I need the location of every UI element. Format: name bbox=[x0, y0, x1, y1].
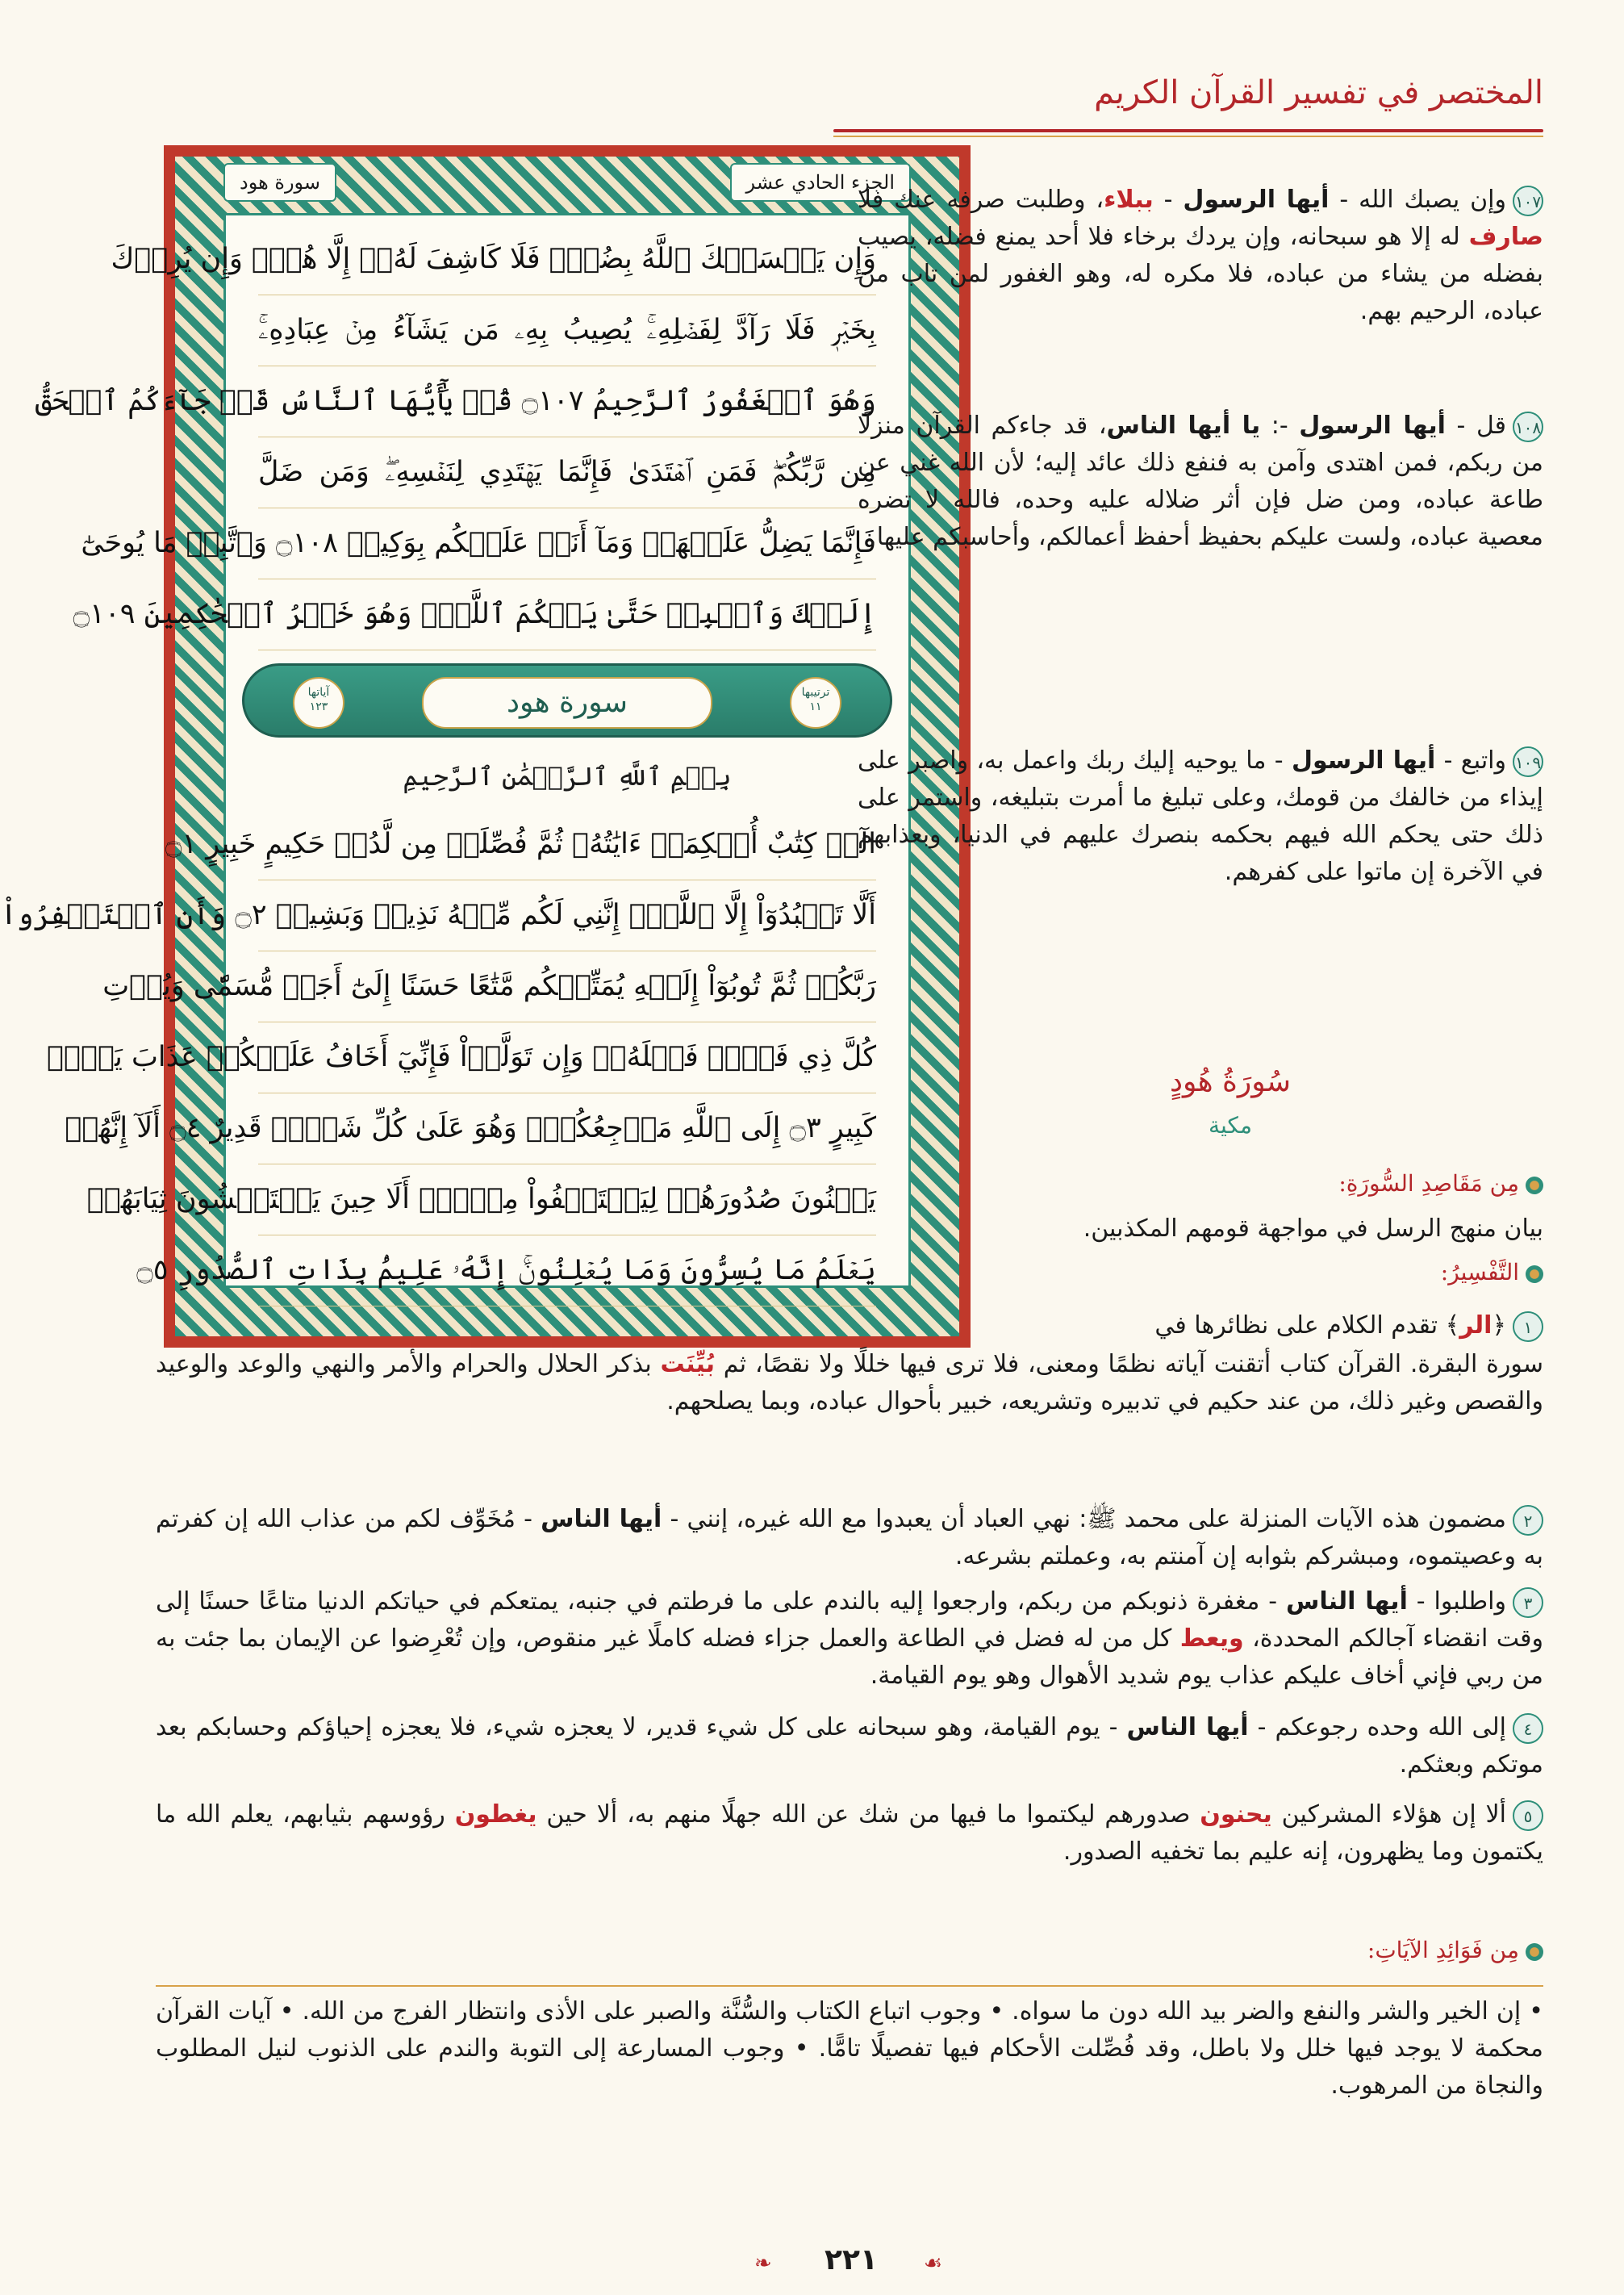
quran-line: وَهُوَ ٱلۡغَفُورُ ٱلرَّحِيمُ ۝١٠٧ قُلۡ يَٰٓأَيُّهَا ٱلنَّاسُ قَدۡ جَآءَكُمُ ٱلۡحَقُّ bbox=[258, 366, 876, 437]
quran-line: يَثۡنُونَ صُدُورَهُمۡ لِيَسۡتَخۡفُواْ مِنۡهُۚ أَلَا حِينَ يَسۡتَغۡشُونَ ثِيَابَهُمۡ bbox=[258, 1164, 876, 1235]
ornament-icon bbox=[1526, 1177, 1543, 1194]
header-divider bbox=[833, 129, 1543, 132]
verse-number: ٤ bbox=[1513, 1713, 1543, 1744]
quran-line: مِن رَّبِّكُمۡۖ فَمَنِ ٱهۡتَدَىٰ فَإِنَّمَا يَهۡتَدِي لِنَفۡسِهِۦۖ وَمَن ضَلَّ bbox=[258, 437, 876, 508]
benefits-heading bbox=[1367, 1937, 1543, 1963]
tafsir-bold: أيها الرسول bbox=[1299, 412, 1446, 440]
tafsir-verse-109 bbox=[858, 742, 1543, 891]
tafsir-verse-1-start bbox=[979, 1307, 1543, 1344]
tafsir-text: ، وطلبت صرفه عنك فلا bbox=[858, 186, 1104, 214]
tafsir-verse-3 bbox=[156, 1583, 1543, 1695]
tafsir-text: صدورهم ليكتموا ما فيها من شك عن الله جهلًا منهم به، ألا حين bbox=[536, 1800, 1200, 1829]
verse-number: ١٠٩ bbox=[1513, 746, 1543, 777]
surah-label: سورة هود bbox=[223, 163, 336, 202]
quran-line: رَبَّكُمۡ ثُمَّ تُوبُوٓاْ إِلَيۡهِ يُمَتِّعۡكُم مَّتَٰعًا حَسَنًا إِلَىٰٓ أَجَلٖ مُّسَمّٗى وَيُؤۡتِ bbox=[258, 951, 876, 1022]
ornament-icon bbox=[1526, 1265, 1543, 1283]
tafsir-text: بذكر الحلال والحرام والأمر والنهي والوعد والوعيد والقصص وغير ذلك، من عند حكيم في تدبيره وتشريعه، خبير بأحوال عباده، وبما يصلحهم. bbox=[156, 1350, 1543, 1415]
tafsir-text: ألا إن هؤلاء المشركين bbox=[1271, 1800, 1507, 1829]
objectives-text: بيان منهج الرسل في مواجهة قومهم المكذبين. bbox=[1083, 1214, 1543, 1243]
surah-title: سُورَةُ هُودٍ bbox=[1169, 1065, 1292, 1098]
objectives-heading-text: مِن مَقَاصِدِ السُّورَةِ: bbox=[1338, 1170, 1519, 1197]
verse-number: ١٠٧ bbox=[1513, 186, 1543, 216]
basmala: بِسۡمِ ٱللَّهِ ٱلرَّحۡمَٰنِ ٱلرَّحِيمِ bbox=[403, 761, 732, 792]
ayah-count-medal: آياتها ١٢٣ bbox=[293, 677, 344, 729]
tafsir-text: - bbox=[1153, 186, 1184, 214]
quran-line: وَإِن يَمۡسَسۡكَ ٱللَّهُ بِضُرّٖ فَلَا كَاشِفَ لَهُۥٓ إِلَّا هُوَۖ وَإِن يُرِدۡكَ bbox=[258, 224, 876, 295]
objectives-heading bbox=[1338, 1170, 1543, 1197]
tafsir-text: واتبع - bbox=[1435, 746, 1506, 775]
quran-line: بِخَيۡرٖ فَلَا رَآدَّ لِفَضۡلِهِۦۚ يُصِيبُ بِهِۦ مَن يَشَآءُ مِنۡ عِبَادِهِۦۚ bbox=[258, 295, 876, 366]
tafsir-text: سورة البقرة. القرآن كتاب أتقنت آياته نظمًا ومعنى، فلا ترى فيها خللًا ولا نقصًا، ثم bbox=[715, 1350, 1543, 1378]
bracket: ﴾ bbox=[1445, 1311, 1460, 1340]
tafsir-verse-5 bbox=[156, 1796, 1543, 1871]
tafsir-highlight: الر bbox=[1459, 1311, 1492, 1340]
tafsir-verse-108 bbox=[858, 408, 1543, 556]
benefits-text: • إن الخير والشر والنفع والضر بيد الله دون ما سواه. • وجوب اتباع الكتاب والسُّنَّة والصبر على الأذى وانتظار الفرج من الله. • آيات القرآن محكمة لا يوجد فيها خلل ولا باطل، وقد فُصِّلت الأحكام فيها تفصيلًا تامًّا. • وجوب المسارعة إلى التوبة والندم على الذنوب لنيل المطلوب والنجاة من المرهوب. bbox=[156, 1985, 1543, 2105]
tafsir-bold: أيها الرسول bbox=[1183, 186, 1330, 214]
mushaf-page bbox=[0, 213, 911, 1288]
quran-line: إِلَيۡكَ وَٱصۡبِرۡ حَتَّىٰ يَحۡكُمَ ٱللَّهُۚ وَهُوَ خَيۡرُ ٱلۡحَٰكِمِينَ ۝١٠٩ bbox=[258, 579, 876, 650]
tafsir-text: - مغفرة ذنوبكم من ربكم، وارجعوا إليه بالندم على ما فرطتم في جنبه، يمتعكم في حياتكم الدنيا متاعًا حسنًا إلى وقت انقضاء آجالكم المحددة، bbox=[156, 1587, 1543, 1653]
tafsir-text: وإن يصبك الله - bbox=[1329, 186, 1506, 214]
verse-number: ٣ bbox=[1513, 1587, 1543, 1618]
tafsir-highlight: صارف bbox=[1468, 223, 1543, 251]
tafsir-highlight: يحنون bbox=[1200, 1800, 1272, 1829]
verse-number: ٥ bbox=[1513, 1800, 1543, 1831]
tafsir-verse-4 bbox=[156, 1709, 1543, 1783]
verse-number: ٢ bbox=[1513, 1505, 1543, 1536]
tafsir-text: رؤوسهم بثيابهم، يعلم الله ما يكتمون وما يظهرون، إنه عليم بما تخفيه الصدور. bbox=[156, 1800, 1543, 1866]
tafsir-text: ، قد جاءكم القرآن منزلًا من ربكم، فمن اهتدى وآمن به فنفع ذلك عائد إليه؛ لأن الله غني عن طاعة عباده، ومن ضل فإن أثر ضلاله عليه وحده، فالله لا تضره معصية عباده، ولست عليكم بحفيظ أحفظ أعمالكم، وأحاسبكم عليها. bbox=[858, 412, 1543, 551]
ornament-icon bbox=[1526, 1943, 1543, 1961]
tafsir-heading-text: التَّفْسِيرُ: bbox=[1440, 1259, 1519, 1285]
book-title: المختصر في تفسير القرآن الكريم bbox=[1094, 74, 1543, 111]
quran-line: كُلَّ ذِي فَضۡلٖ فَضۡلَهُۥۖ وَإِن تَوَلَّوۡاْ فَإِنِّيٓ أَخَافُ عَلَيۡكُمۡ عَذَابَ يَوۡمٖ bbox=[258, 1022, 876, 1093]
tafsir-text: تقدم الكلام على نظائرها في bbox=[1154, 1311, 1446, 1340]
tafsir-verse-107 bbox=[858, 182, 1543, 330]
surah-type: مكية bbox=[1209, 1112, 1252, 1139]
tafsir-highlight: ويعط bbox=[1179, 1624, 1244, 1653]
quran-line: كَبِيرٍ ۝٣ إِلَى ٱللَّهِ مَرۡجِعُكُمۡۖ وَهُوَ عَلَىٰ كُلِّ شَيۡءٖ قَدِيرٌ ۝٤ أَلَآ إِنَّهُمۡ bbox=[258, 1093, 876, 1164]
tafsir-highlight: يغطون bbox=[454, 1800, 537, 1829]
quran-line: الٓرۚ كِتَٰبٌ أُحۡكِمَتۡ ءَايَٰتُهُۥ ثُمَّ فُصِّلَتۡ مِن لَّدُنۡ حَكِيمٍ خَبِيرٍ ۝١ bbox=[258, 809, 876, 880]
tafsir-highlight: ببلاء bbox=[1104, 186, 1154, 214]
tafsir-text: له إلا هو سبحانه، وإن يردك برخاء فلا أحد يمنع فضله، يصيب بفضله من يشاء من عباده، فلا مكره له، وهو الغفور لمن تاب من عباده، الرحيم بهم. bbox=[858, 223, 1543, 325]
tafsir-text: واطلبوا - bbox=[1407, 1587, 1506, 1616]
ornament-icon: ❧ bbox=[754, 2251, 772, 2276]
quran-line: يَعۡلَمُ مَا يُسِرُّونَ وَمَا يُعۡلِنُونَۚ إِنَّهُۥ عَلِيمُۢ بِذَاتِ ٱلصُّدُورِ ۝٥ bbox=[258, 1235, 876, 1306]
tafsir-bold: أيها الرسول bbox=[1291, 746, 1436, 775]
tafsir-text: إلى الله وحده رجوعكم - bbox=[1248, 1713, 1506, 1741]
tafsir-bold: أيها الناس bbox=[1285, 1587, 1408, 1616]
page-number: ٢٢١ bbox=[825, 2243, 878, 2276]
surah-order-medal: ترتيبها ١١ bbox=[790, 677, 841, 729]
quran-line: فَإِنَّمَا يَضِلُّ عَلَيۡهَاۖ وَمَآ أَنَا۠ عَلَيۡكُم بِوَكِيلٖ ۝١٠٨ وَٱتَّبِعۡ مَا يُوحَىٰٓ bbox=[258, 508, 876, 579]
tafsir-bold: يا أيها الناس bbox=[1106, 412, 1261, 440]
tafsir-text: قل - bbox=[1445, 412, 1507, 440]
surah-banner-name: سورة هود bbox=[422, 677, 712, 729]
tafsir-text: كل من له فضل في الطاعة والعمل جزاء فضله كاملًا غير منقوص، وإن تُعْرِضوا عن الإيمان بما جئت به من ربي فإني أخاف عليكم عذاب يوم شديد الأهوال وهو يوم القيامة. bbox=[156, 1624, 1543, 1690]
bracket: ﴿ bbox=[1492, 1311, 1506, 1340]
tafsir-bold: أيها الناس bbox=[541, 1505, 662, 1533]
mushaf-frame bbox=[0, 145, 971, 1348]
benefits-heading-text: مِن فَوَائِدِ الآيَاتِ: bbox=[1367, 1937, 1519, 1963]
tafsir-text: - يوم القيامة، وهو سبحانه على كل شيء قدير، لا يعجزه شيء، فلا يعجزه إحياؤكم وحسابكم بعد موتكم وبعثكم. bbox=[156, 1713, 1543, 1779]
tafsir-text: -: bbox=[1260, 412, 1300, 440]
tafsir-verse-2 bbox=[156, 1501, 1543, 1575]
tafsir-heading bbox=[1441, 1259, 1543, 1285]
quran-line: أَلَّا تَعۡبُدُوٓاْ إِلَّا ٱللَّهَۚ إِنَّنِي لَكُم مِّنۡهُ نَذِيرٞ وَبَشِيرٞ ۝٢ وَأَنِ ٱسۡتَغۡفِرُواْ bbox=[258, 880, 876, 951]
ornament-icon: ☙ bbox=[924, 2251, 943, 2276]
tafsir-text: - ما يوحيه إليك ربك واعمل به، واصبر على إيذاء من خالفك من قومك، وعلى تبليغ ما أمرت بتبليغه، واستمر على ذلك حتى يحكم الله فيهم بحكمه بنصرك عليهم في الدنيا، وبعذابهم في الآخرة إن ماتوا على كفرهم. bbox=[858, 746, 1543, 886]
verse-number: ١ bbox=[1513, 1311, 1543, 1342]
tafsir-text: مضمون هذه الآيات المنزلة على محمد ﷺ: نهي العباد أن يعبدوا مع الله غيره، إنني - bbox=[662, 1505, 1506, 1533]
juz-label: الجزء الحادي عشر bbox=[730, 163, 912, 202]
tafsir-verse-1 bbox=[156, 1346, 1543, 1420]
verse-number: ١٠٨ bbox=[1513, 412, 1543, 442]
surah-banner bbox=[242, 663, 892, 738]
tafsir-bold: أيها الناس bbox=[1126, 1713, 1249, 1741]
tafsir-highlight: بُيِّنَت bbox=[660, 1350, 715, 1378]
tafsir-text: - مُخَوِّف لكم من عذاب الله إن كفرتم به وعصيتموه، ومبشركم بثوابه إن آمنتم به، وعملتم بشرعه. bbox=[156, 1505, 1543, 1570]
